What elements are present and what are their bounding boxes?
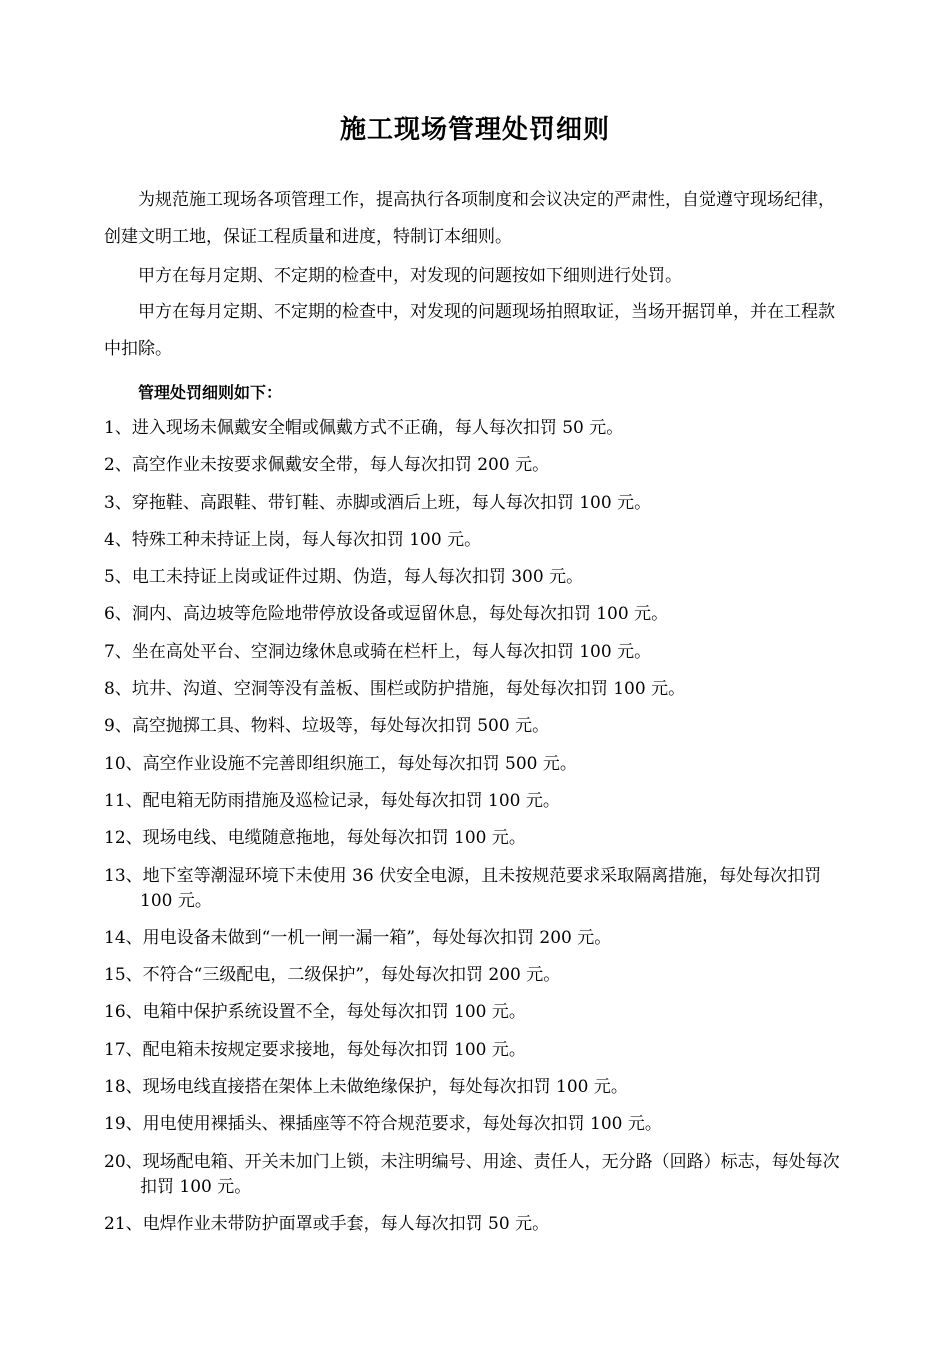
rule-item: 21、电焊作业未带防护面罩或手套，每人每次扣罚 50 元。 [104,1213,550,1234]
rule-item: 6、洞内、高边坡等危险地带停放设备或逗留休息，每处每次扣罚 100 元。 [104,604,669,625]
rule-item: 18、现场电线直接搭在架体上未做绝缘保护，每处每次扣罚 100 元。 [104,1077,628,1098]
rule-item: 13、地下室等潮湿环境下未使用 36 伏安全电源，且未按规范要求采取隔离措施，每处每次扣罚 100 元。 [104,865,822,911]
rule-item: 17、配电箱未按规定要求接地，每处每次扣罚 100 元。 [104,1039,526,1060]
rule-item: 11、配电箱无防雨措施及巡检记录，每处每次扣罚 100 元。 [104,790,560,811]
rule-item: 10、高空作业设施不完善即组织施工，每处每次扣罚 500 元。 [104,753,577,774]
rule-item: 15、不符合“三级配电，二级保护”，每处每次扣罚 200 元。 [104,965,561,986]
document-title: 施工现场管理处罚细则 [339,115,610,145]
rule-item: 12、现场电线、电缆随意拖地，每处每次扣罚 100 元。 [104,828,526,849]
rule-item: 7、坐在高处平台、空洞边缘休息或骑在栏杆上，每人每次扣罚 100 元。 [104,641,652,662]
rule-item: 16、电箱中保护系统设置不全，每处每次扣罚 100 元。 [104,1002,526,1023]
rule-item: 20、现场配电箱、开关未加门上锁，未注明编号、用途、责任人，无分路（回路）标志，每处每次扣罚 100 元。 [104,1151,840,1197]
rule-item: 8、坑井、沟道、空洞等没有盖板、围栏或防护措施，每处每次扣罚 100 元。 [104,679,686,700]
rule-item: 5、电工未持证上岗或证件过期、伪造，每人每次扣罚 300 元。 [104,567,584,588]
rule-item: 9、高空抛掷工具、物料、垃圾等，每处每次扣罚 500 元。 [104,716,550,737]
rule-item: 4、特殊工种未持证上岗，每人每次扣罚 100 元。 [104,529,482,550]
rules-heading: 管理处罚细则如下： [138,383,283,402]
rule-item: 19、用电使用裸插头、裸插座等不符合规范要求，每处每次扣罚 100 元。 [104,1114,662,1135]
intro-paragraph-inspection: 甲方在每月定期、不定期的检查中，对发现的问题按如下细则进行处罚。 [138,266,682,286]
intro-paragraph-deduction: 甲方在每月定期、不定期的检查中，对发现的问题现场拍照取证，当场开据罚单，并在工程款中扣除。 [104,302,835,359]
rule-item: 14、用电设备未做到“一机一闸一漏一箱”，每处每次扣罚 200 元。 [104,927,612,948]
rule-item: 1、进入现场未佩戴安全帽或佩戴方式不正确，每人每次扣罚 50 元。 [104,418,624,438]
intro-paragraph-purpose: 为规范施工现场各项管理工作，提高执行各项制度和会议决定的严肃性，自觉遵守现场纪律，创建文明工地，保证工程质量和进度，特制订本细则。 [104,190,835,247]
rule-item: 3、穿拖鞋、高跟鞋、带钉鞋、赤脚或酒后上班，每人每次扣罚 100 元。 [104,492,652,513]
rules-list [104,416,850,1249]
rule-item: 2、高空作业未按要求佩戴安全带，每人每次扣罚 200 元。 [104,455,550,476]
